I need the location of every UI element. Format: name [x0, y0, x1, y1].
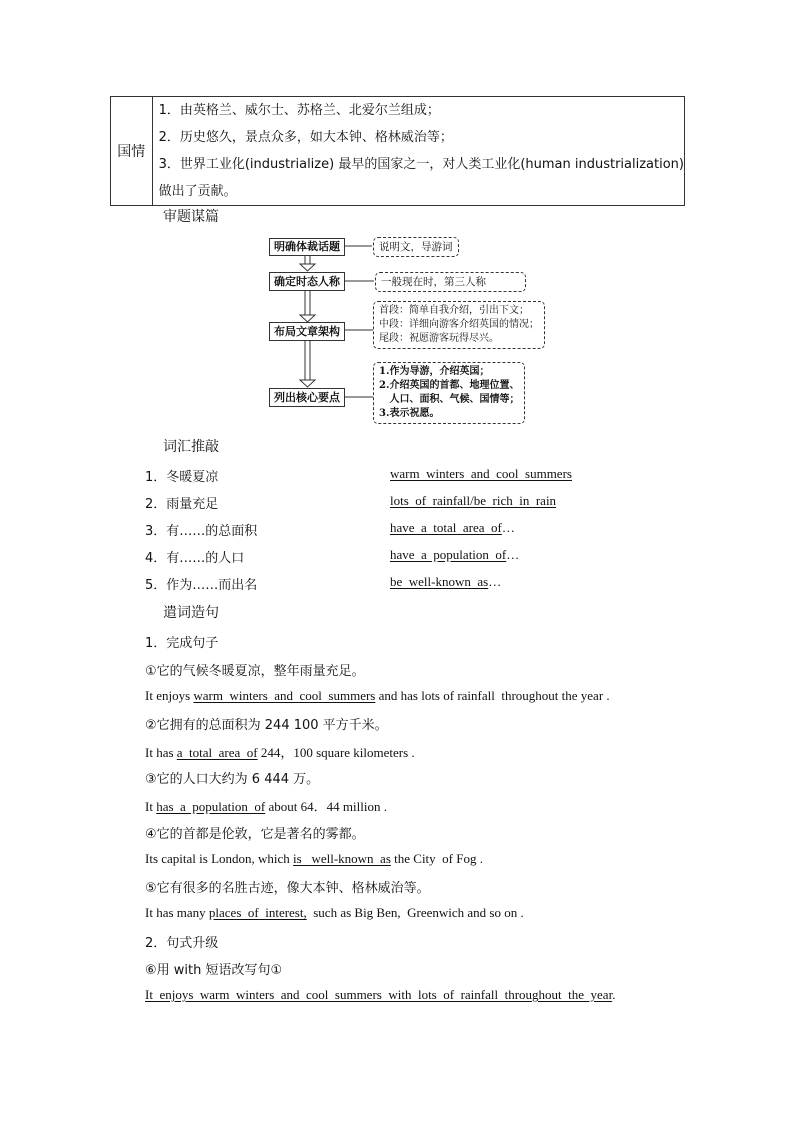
flow-step-points: 列出核心要点: [269, 388, 345, 407]
table-line: 2．历史悠久，景点众多，如大本钟、格林威治等；: [158, 130, 453, 145]
sentence-pre: It enjoys: [145, 688, 194, 703]
sentence-blank: has a population of: [156, 799, 266, 814]
sentence-blank: a total area of: [176, 745, 258, 760]
note-line: 人口、面积、气候、国情等；: [379, 394, 520, 405]
note-line: 首段：简单自我介绍，引出下文；: [379, 305, 529, 316]
subheading-upgrade: 2．句式升级: [145, 936, 219, 951]
section-heading-plan: 审题谋篇: [163, 209, 219, 225]
sentence-en: [145, 742, 415, 761]
sentence-post: about 64．44 million .: [265, 799, 387, 814]
note-line: 1.作为导游，介绍英国；: [379, 366, 490, 377]
note-line: 3.表示祝愿。: [379, 408, 440, 419]
flow-step-genre: 明确体裁话题: [269, 238, 345, 256]
sentence-pre: It has: [145, 745, 177, 760]
section-heading-sentence: 遣词造句: [163, 605, 219, 621]
subheading-complete: 1．完成句子: [145, 636, 219, 651]
vocab-en-row: [390, 547, 519, 563]
vocab-ellipsis: …: [506, 547, 520, 562]
sentence-blank: warm winters and cool summers: [193, 688, 376, 703]
sentence-cn: ③它的人口大约为 6 444 万。: [145, 772, 320, 787]
vocab-en-row: [390, 520, 515, 536]
vocab-ellipsis: …: [501, 520, 515, 535]
sentence-en: [145, 905, 524, 921]
upgrade-prompt: ⑥用 with 短语改写句①: [145, 963, 283, 978]
vocab-en: have a population of: [390, 547, 507, 562]
sentence-pre: Its capital is London, which: [145, 851, 294, 866]
note-points: [373, 362, 525, 424]
sentence-post: the City of Fog .: [390, 851, 483, 866]
upgrade-answer-row: [145, 987, 615, 1003]
sentence-en: [145, 796, 387, 815]
sentence-blank: places of interest,: [208, 905, 307, 920]
note-line: 说明文，导游词: [379, 241, 453, 253]
table-line: 1．由英格兰、威尔士、苏格兰、北爱尔兰组成；: [158, 103, 440, 118]
note-line: 2.介绍英国的首都、地理位置、: [379, 380, 520, 391]
section-heading-vocab: 词汇推敲: [163, 439, 219, 455]
vocab-en: lots of rainfall/be rich in rain: [390, 493, 557, 508]
upgrade-tail: .: [612, 987, 616, 1002]
flow-step-tense: 确定时态人称: [269, 272, 345, 291]
note-tense: [375, 272, 526, 292]
vocab-cn: 2．雨量充足: [145, 497, 219, 512]
vocab-en: have a total area of: [390, 520, 502, 535]
sentence-post: such as Big Ben, Greenwich and so on .: [306, 905, 524, 920]
vocab-cn: 1．冬暖夏凉: [145, 470, 219, 485]
note-genre: [373, 237, 459, 257]
table-line: 3．世界工业化(industrialize) 最早的国家之一，对人类工业化(human industrialization): [158, 157, 684, 172]
note-line: 尾段：祝愿游客玩得尽兴。: [379, 333, 499, 344]
note-line: 中段：详细向游客介绍英国的情况；: [379, 319, 539, 330]
vocab-ellipsis: …: [488, 574, 502, 589]
vocab-en: be well-known as: [390, 574, 489, 589]
sentence-post: and has lots of rainfall throughout the year .: [375, 688, 610, 703]
sentence-en: [145, 851, 483, 867]
table-line: 做出了贡献。: [158, 184, 237, 199]
upgrade-answer: It enjoys warm winters and cool summers with lots of rainfall throughout the year: [145, 987, 613, 1002]
vocab-en: warm winters and cool summers: [390, 466, 572, 481]
sentence-cn: ④它的首都是伦敦，它是著名的雾都。: [145, 827, 365, 842]
vocab-cn: 4．有……的人口: [145, 551, 245, 566]
sentence-cn: ⑤它有很多的名胜古迹，像大本钟、格林威治等。: [145, 881, 430, 896]
sentence-cn: ②它拥有的总面积为 244 100 平方千米。: [145, 718, 388, 733]
note-structure: [373, 301, 545, 349]
sentence-pre: It: [145, 799, 157, 814]
vocab-en-row: [390, 574, 501, 590]
sentence-cn: ①它的气候冬暖夏凉，整年雨量充足。: [145, 664, 365, 679]
table-label: 国情: [111, 97, 153, 206]
sentence-pre: It has many: [145, 905, 209, 920]
note-line: 一般现在时，第三人称: [381, 276, 486, 288]
flow-step-structure: 布局文章架构: [269, 322, 345, 341]
sentence-blank: is well-known as: [293, 851, 391, 866]
sentence-post: 244，100 square kilometers .: [257, 745, 415, 760]
sentence-en: [145, 688, 610, 704]
vocab-cn: 3．有……的总面积: [145, 524, 258, 539]
vocab-cn: 5．作为……而出名: [145, 578, 258, 593]
